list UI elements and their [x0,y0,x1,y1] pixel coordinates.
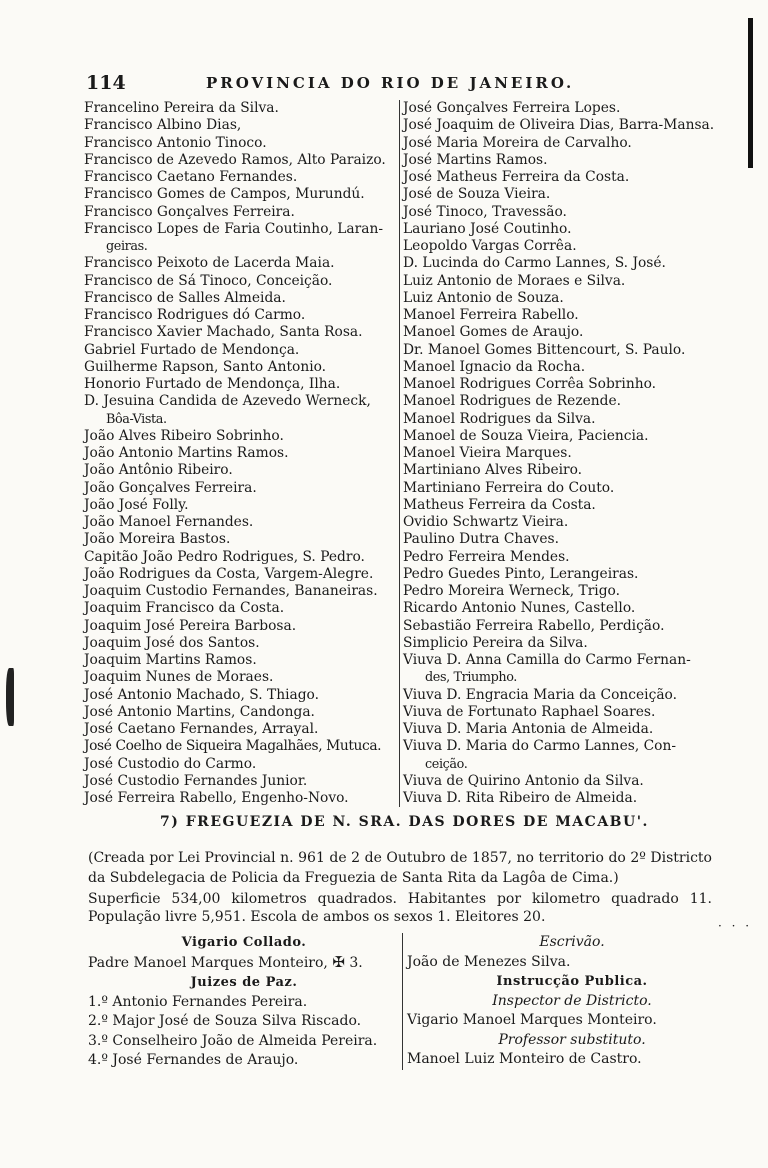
name-entry: Viuva D. Maria do Carmo Lannes, Con- [403,738,677,755]
officials-left [88,933,400,1071]
juiz-entry: 2.º Major José de Souza Silva Riscado. [88,1013,362,1029]
name-entry: Joaquim José Pereira Barbosa. [84,617,297,634]
name-entry: Viuva D. Rita Ribeiro de Almeida. [403,790,638,806]
right-name-column [399,100,723,807]
name-entry: João José Folly. [84,496,189,513]
name-entry: Francisco Peixoto de Lacerda Maia. [84,255,335,272]
juiz-entry: 1.º Antonio Fernandes Pereira. [88,993,308,1010]
name-entry: D. Jesuina Candida de Azevedo Werneck, [84,393,371,410]
vigario-line [88,953,400,974]
name-entry: Manoel Rodrigues de Rezende. [403,393,622,410]
name-entry: José Matheus Ferreira da Costa. [403,169,630,185]
name-entry: José de Souza Vieira. [403,186,551,203]
section-title: 7) FREGUEZIA DE N. SRA. DAS DORES DE MACABU'. [160,814,649,830]
name-entry: Manoel Rodrigues da Silva. [403,410,596,427]
instrucao-heading: Instrucção Publica. [496,974,648,989]
name-entry: João Antonio Martins Ramos. [84,445,289,461]
page-number: 114 [86,72,126,94]
name-entry: Simplicio Pereira da Silva. [403,634,588,651]
name-entry: João Gonçalves Ferreira. [84,479,257,496]
name-entry: Martiniano Ferreira do Couto. [403,479,615,496]
name-entry: José Joaquim de Oliveira Dias, Barra-Mansa. [403,117,715,134]
name-entry: Leopoldo Vargas Corrêa. [403,238,577,254]
juiz-entry: 3.º Conselheiro João de Almeida Pereira. [88,1032,378,1049]
vigario-number: 3. [349,954,363,971]
name-entry: João Antônio Ribeiro. [84,462,233,479]
name-entry: José Tinoco, Travessão. [403,203,567,220]
name-entry: Manoel Rodrigues Corrêa Sobrinho. [403,376,657,392]
name-entry: Manoel Ignacio da Rocha. [403,358,586,375]
name-entry: João Rodrigues da Costa, Vargem-Alegre. [84,565,374,582]
name-entry: José Coelho de Siqueira Magalhães, Mutuca. [84,738,382,755]
name-entry: José Antonio Machado, S. Thiago. [84,686,319,703]
juizes-heading: Juizes de Paz. [190,975,298,990]
name-entry: José Antonio Martins, Candonga. [84,703,315,720]
name-entry: Bôa-Vista. [106,411,167,427]
name-entry: Francisco Antonio Tinoco. [84,134,267,151]
name-entry: Francisco de Salles Almeida. [84,289,286,306]
name-entry: Martiniano Alves Ribeiro. [403,462,583,479]
juiz-entry: 4.º José Fernandes de Araujo. [88,1052,299,1068]
page-edge-mark [6,668,14,726]
escrivao-name: João de Menezes Silva. [407,953,571,970]
name-entry: Capitão João Pedro Rodrigues, S. Pedro. [84,548,365,565]
maltese-cross-icon: ✠ [332,952,345,971]
professor-name: Manoel Luiz Monteiro de Castro. [407,1051,642,1067]
running-head: PROVINCIA DO RIO DE JANEIRO. [206,74,575,92]
name-entry: ceição. [425,756,468,772]
name-entry: Luiz Antonio de Souza. [403,289,564,306]
name-entry: Viuva de Fortunato Raphael Soares. [403,703,656,720]
name-entry: Gabriel Furtado de Mendonça. [84,341,300,358]
name-entry: Sebastião Ferreira Rabello, Perdição. [403,617,665,634]
name-entry: Francisco de Sá Tinoco, Conceição. [84,272,333,289]
name-entry: Guilherme Rapson, Santo Antonio. [84,358,327,375]
name-entry: Luiz Antonio de Moraes e Silva. [403,272,626,289]
name-entry: João Moreira Bastos. [84,531,231,548]
name-entry: Joaquim Nunes de Moraes. [84,669,274,686]
name-entry: Francisco Gonçalves Ferreira. [84,203,295,220]
name-entry: Ricardo Antonio Nunes, Castello. [403,600,636,617]
name-entry: Joaquim Francisco da Costa. [84,600,285,617]
name-entry: João Manoel Fernandes. [84,514,254,530]
section-intro: (Creada por Lei Provincial n. 961 de 2 de Outubro de 1857, no territorio do 2º Districto da Subdelegacia de Policia da Freguezia de Santa Rita da Lagôa de Cima.) [88,850,712,886]
section-stats: Superficie 534,00 kilometros quadrados. Habitantes por kilometro quadrado 11. População livre 5,951. Escola de ambos os sexos 1. Eleitores 20. [88,891,712,925]
name-entry: Matheus Ferreira da Costa. [403,496,596,513]
name-entry: Joaquim José dos Santos. [84,634,260,651]
name-entry: Viuva de Quirino Antonio da Silva. [403,772,644,789]
name-entry: Francisco Caetano Fernandes. [84,169,298,185]
professor-heading: Professor substituto. [498,1031,646,1048]
name-entry: Dr. Manoel Gomes Bittencourt, S. Paulo. [403,341,686,358]
vigario-heading: Vigario Collado. [181,935,307,950]
name-entry: Manoel de Souza Vieira, Paciencia. [403,427,649,444]
name-entry: José Custodio Fernandes Junior. [84,772,308,789]
left-name-column [84,100,396,807]
name-entry: José Gonçalves Ferreira Lopes. [403,100,621,116]
page-edge-bar [748,18,753,168]
vigario-name: Padre Manoel Marques Monteiro, [88,954,328,971]
name-entry: Viuva D. Anna Camilla do Carmo Fernan- [403,652,691,668]
name-entry: Manoel Gomes de Araujo. [403,324,584,341]
name-entry: Lauriano José Coutinho. [403,220,572,237]
name-entry: Manoel Ferreira Rabello. [403,307,579,323]
name-entry: Joaquim Custodio Fernandes, Bananeiras. [84,583,378,599]
name-entry: João Alves Ribeiro Sobrinho. [84,427,284,444]
escrivao-heading: Escrivão. [539,934,605,950]
name-entry: Joaquim Martins Ramos. [84,652,257,668]
name-entry: Pedro Moreira Werneck, Trigo. [403,583,620,599]
name-entry: Francisco Gomes de Campos, Murundú. [84,186,365,203]
name-entry: José Custodio do Carmo. [84,755,257,772]
inspector-heading: Inspector de Districto. [492,992,652,1009]
inspector-name: Vigario Manoel Marques Monteiro. [407,1012,657,1028]
name-entry: Francelino Pereira da Silva. [84,100,279,116]
name-entry: D. Lucinda do Carmo Lannes, S. José. [403,255,666,272]
name-entry: Honorio Furtado de Mendonça, Ilha. [84,376,341,392]
name-entry: Francisco Xavier Machado, Santa Rosa. [84,324,363,341]
name-entry: Viuva D. Maria Antonia de Almeida. [403,721,654,737]
name-entry: José Ferreira Rabello, Engenho-Novo. [84,790,349,806]
name-entry: José Martins Ramos. [403,151,548,168]
name-entry: José Caetano Fernandes, Arrayal. [84,721,319,737]
name-entry: Francisco Rodrigues dó Carmo. [84,307,306,323]
name-entry: Viuva D. Engracia Maria da Conceição. [403,686,677,703]
stray-marks: · · · [718,919,753,933]
name-entry: Paulino Dutra Chaves. [403,531,559,548]
name-entry: Manoel Vieira Marques. [403,445,572,461]
name-entry: Francisco Albino Dias, [84,117,242,134]
name-entry: Francisco Lopes de Faria Coutinho, Laran- [84,220,384,237]
page-header [86,72,726,94]
name-entry: des, Triumpho. [425,670,517,686]
name-entry: Pedro Guedes Pinto, Lerangeiras. [403,565,639,582]
name-entry: geiras. [106,239,148,254]
officials-right [402,933,737,1070]
name-entry: José Maria Moreira de Carvalho. [403,134,632,151]
name-entry: Francisco de Azevedo Ramos, Alto Paraizo. [84,151,386,168]
name-entry: Pedro Ferreira Mendes. [403,548,570,565]
name-entry: Ovidio Schwartz Vieira. [403,514,569,530]
